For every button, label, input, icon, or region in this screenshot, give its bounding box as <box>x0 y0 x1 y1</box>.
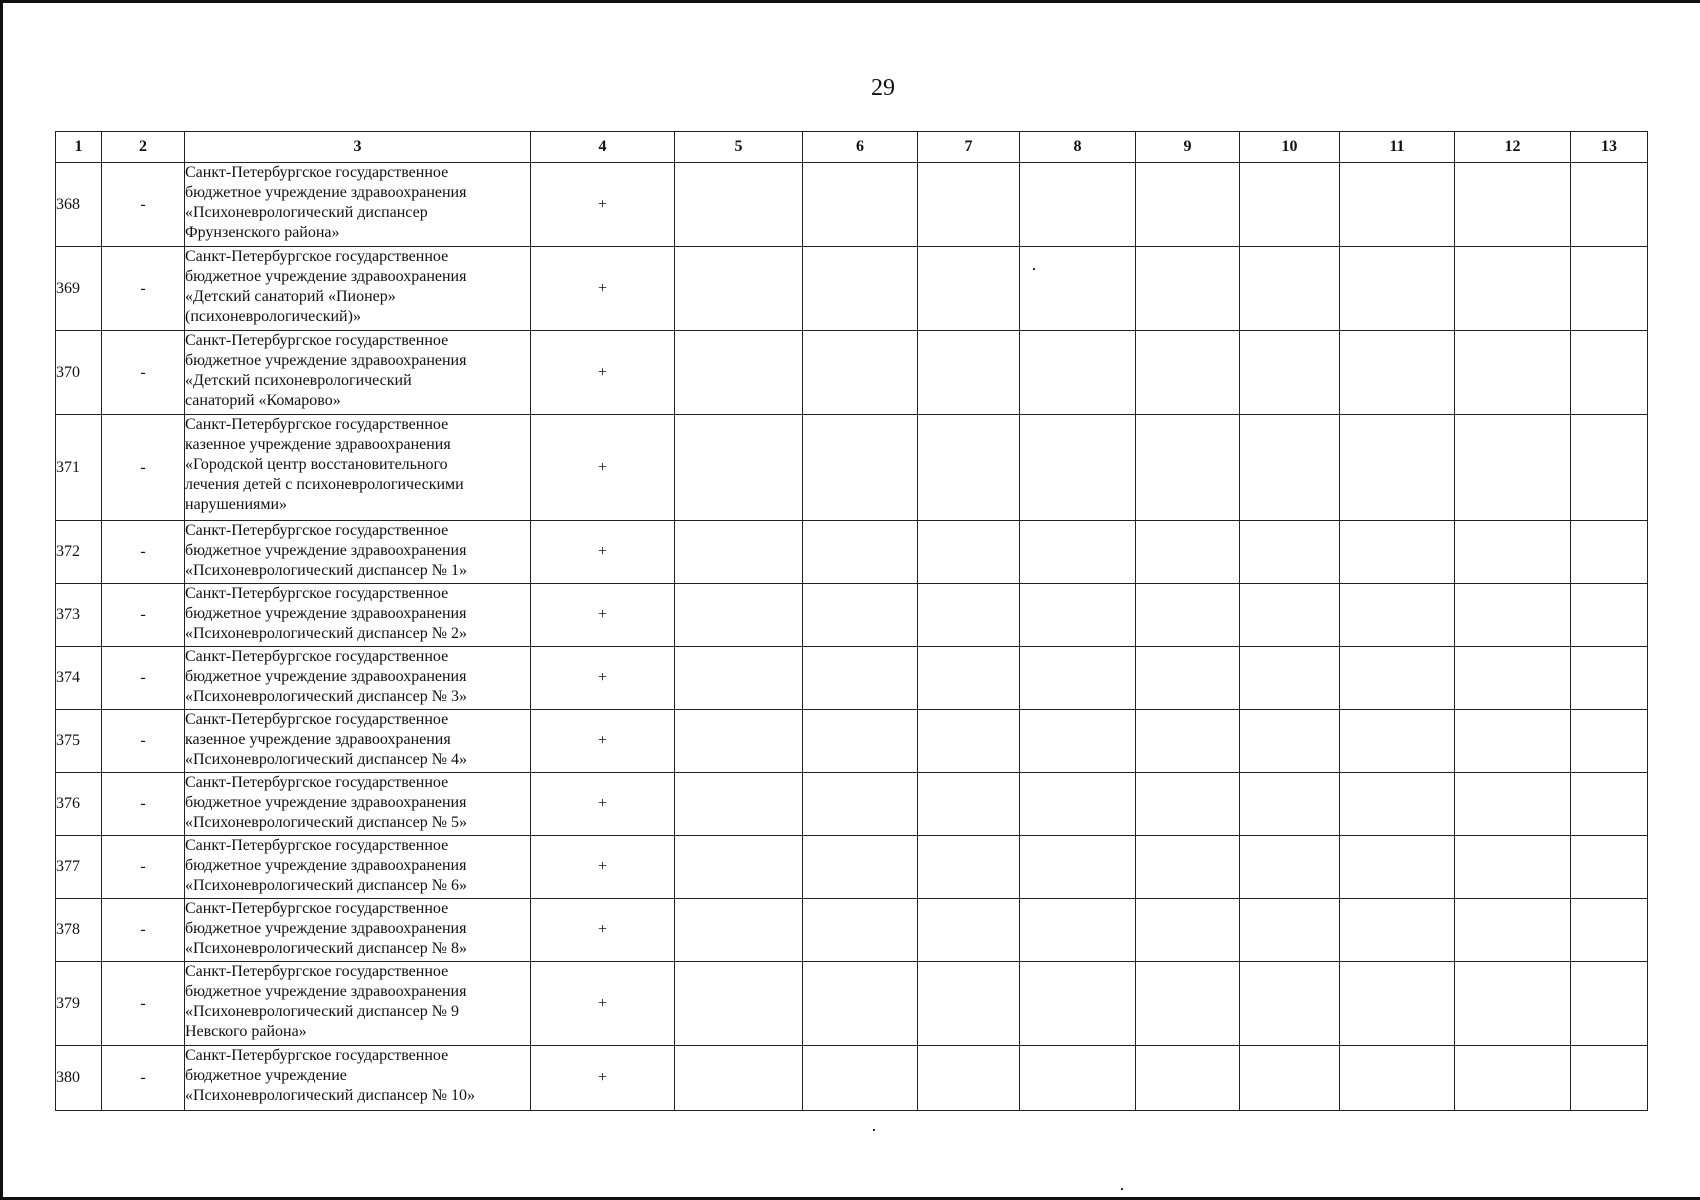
institution-name-line: казенное учреждение здравоохранения <box>185 436 451 453</box>
institution-name <box>185 773 531 836</box>
empty-cell <box>1340 584 1455 647</box>
institution-name-line: «Психоневрологический диспансер № 9 <box>185 1003 459 1020</box>
institution-name-line: бюджетное учреждение <box>185 1067 347 1084</box>
institution-name-line: «Психоневрологический диспансер № 1» <box>185 562 467 579</box>
row-number: 380 <box>56 1046 102 1111</box>
empty-cell <box>803 331 918 415</box>
empty-cell <box>918 710 1020 773</box>
column-header: 7 <box>918 132 1020 163</box>
empty-cell <box>918 331 1020 415</box>
empty-cell <box>1136 647 1240 710</box>
empty-cell <box>675 1046 803 1111</box>
institution-name-line: Санкт-Петербургское государственное <box>185 248 449 265</box>
empty-cell <box>1571 163 1648 247</box>
institution-name-line: Санкт-Петербургское государственное <box>185 900 449 917</box>
empty-cell <box>1240 710 1340 773</box>
institution-name-line: Санкт-Петербургское государственное <box>185 963 449 980</box>
institution-name-line: «Психоневрологический диспансер № 8» <box>185 940 467 957</box>
empty-cell <box>675 163 803 247</box>
header-row <box>56 132 1648 163</box>
institution-name <box>185 584 531 647</box>
institution-name-line: бюджетное учреждение здравоохранения <box>185 605 467 622</box>
table-row <box>56 163 1648 247</box>
table-row <box>56 584 1648 647</box>
empty-cell <box>1020 415 1136 521</box>
institution-name <box>185 899 531 962</box>
institution-name-line: «Городской центр восстановительного <box>185 456 448 473</box>
empty-cell <box>1020 247 1136 331</box>
institution-name-line: Санкт-Петербургское государственное <box>185 416 449 433</box>
empty-cell <box>918 163 1020 247</box>
empty-cell <box>803 521 918 584</box>
institution-name-line: «Психоневрологический диспансер № 5» <box>185 814 467 831</box>
empty-cell <box>1455 1046 1571 1111</box>
empty-cell <box>918 247 1020 331</box>
table-body <box>56 163 1648 1111</box>
column-2-value: - <box>102 899 185 962</box>
institution-name-line: «Психоневрологический диспансер <box>185 204 428 221</box>
table-row <box>56 331 1648 415</box>
empty-cell <box>1136 773 1240 836</box>
institution-name-line: «Детский санаторий «Пионер» <box>185 288 396 305</box>
table-row <box>56 647 1648 710</box>
empty-cell <box>1340 773 1455 836</box>
column-4-mark: + <box>531 962 675 1046</box>
institution-name <box>185 710 531 773</box>
empty-cell <box>675 962 803 1046</box>
empty-cell <box>1020 773 1136 836</box>
empty-cell <box>1240 1046 1340 1111</box>
column-4-mark: + <box>531 584 675 647</box>
page-number: 29 <box>871 75 895 101</box>
institution-name <box>185 1046 531 1111</box>
institution-name-line: санаторий «Комарово» <box>185 392 341 409</box>
institution-name-line: Санкт-Петербургское государственное <box>185 648 449 665</box>
column-4-mark: + <box>531 521 675 584</box>
column-header: 9 <box>1136 132 1240 163</box>
column-2-value: - <box>102 836 185 899</box>
empty-cell <box>1020 899 1136 962</box>
empty-cell <box>1571 836 1648 899</box>
row-number: 370 <box>56 331 102 415</box>
empty-cell <box>1020 962 1136 1046</box>
column-header: 13 <box>1571 132 1648 163</box>
empty-cell <box>1571 899 1648 962</box>
empty-cell <box>803 836 918 899</box>
empty-cell <box>1571 584 1648 647</box>
column-4-mark: + <box>531 163 675 247</box>
column-2-value: - <box>102 773 185 836</box>
empty-cell <box>1020 584 1136 647</box>
column-header: 12 <box>1455 132 1571 163</box>
institution-name-line: «Психоневрологический диспансер № 4» <box>185 751 467 768</box>
empty-cell <box>803 710 918 773</box>
column-2-value: - <box>102 710 185 773</box>
empty-cell <box>1340 647 1455 710</box>
empty-cell <box>803 247 918 331</box>
empty-cell <box>1455 647 1571 710</box>
empty-cell <box>675 415 803 521</box>
column-header: 6 <box>803 132 918 163</box>
institution-name <box>185 647 531 710</box>
table-row <box>56 836 1648 899</box>
register-table <box>55 131 1648 1111</box>
empty-cell <box>675 899 803 962</box>
empty-cell <box>1455 163 1571 247</box>
empty-cell <box>1340 962 1455 1046</box>
empty-cell <box>1020 521 1136 584</box>
institution-name <box>185 962 531 1046</box>
column-2-value: - <box>102 415 185 521</box>
row-number: 374 <box>56 647 102 710</box>
empty-cell <box>675 331 803 415</box>
column-2-value: - <box>102 331 185 415</box>
empty-cell <box>675 773 803 836</box>
institution-name-line: «Детский психоневрологический <box>185 372 412 389</box>
column-2-value: - <box>102 521 185 584</box>
empty-cell <box>1455 962 1571 1046</box>
empty-cell <box>1136 415 1240 521</box>
column-header: 4 <box>531 132 675 163</box>
column-2-value: - <box>102 584 185 647</box>
institution-name-line: «Психоневрологический диспансер № 2» <box>185 625 467 642</box>
institution-name-line: Санкт-Петербургское государственное <box>185 522 449 539</box>
empty-cell <box>1240 584 1340 647</box>
column-4-mark: + <box>531 1046 675 1111</box>
empty-cell <box>1240 521 1340 584</box>
empty-cell <box>1340 247 1455 331</box>
empty-cell <box>1455 584 1571 647</box>
empty-cell <box>1240 247 1340 331</box>
empty-cell <box>1020 331 1136 415</box>
empty-cell <box>918 1046 1020 1111</box>
empty-cell <box>1240 647 1340 710</box>
column-header: 8 <box>1020 132 1136 163</box>
empty-cell <box>803 584 918 647</box>
column-4-mark: + <box>531 836 675 899</box>
empty-cell <box>1020 647 1136 710</box>
institution-name <box>185 521 531 584</box>
empty-cell <box>1571 415 1648 521</box>
column-2-value: - <box>102 247 185 331</box>
institution-name-line: Санкт-Петербургское государственное <box>185 711 449 728</box>
empty-cell <box>1455 773 1571 836</box>
empty-cell <box>1340 415 1455 521</box>
empty-cell <box>918 584 1020 647</box>
empty-cell <box>1240 899 1340 962</box>
column-4-mark: + <box>531 710 675 773</box>
empty-cell <box>1340 163 1455 247</box>
institution-name-line: бюджетное учреждение здравоохранения <box>185 983 467 1000</box>
empty-cell <box>1240 415 1340 521</box>
institution-name-line: Санкт-Петербургское государственное <box>185 164 449 181</box>
empty-cell <box>918 773 1020 836</box>
row-number: 375 <box>56 710 102 773</box>
column-2-value: - <box>102 647 185 710</box>
institution-name-line: «Психоневрологический диспансер № 6» <box>185 877 467 894</box>
empty-cell <box>1571 773 1648 836</box>
empty-cell <box>1455 836 1571 899</box>
empty-cell <box>675 247 803 331</box>
empty-cell <box>675 836 803 899</box>
column-4-mark: + <box>531 247 675 331</box>
empty-cell <box>1571 1046 1648 1111</box>
institution-name-line: бюджетное учреждение здравоохранения <box>185 268 467 285</box>
empty-cell <box>1136 247 1240 331</box>
institution-name-line: бюджетное учреждение здравоохранения <box>185 857 467 874</box>
row-number: 379 <box>56 962 102 1046</box>
institution-name-line: бюджетное учреждение здравоохранения <box>185 920 467 937</box>
column-header: 1 <box>56 132 102 163</box>
empty-cell <box>1136 1046 1240 1111</box>
row-number: 377 <box>56 836 102 899</box>
empty-cell <box>1455 710 1571 773</box>
institution-name <box>185 247 531 331</box>
empty-cell <box>675 584 803 647</box>
empty-cell <box>675 710 803 773</box>
empty-cell <box>1240 331 1340 415</box>
table-row <box>56 415 1648 521</box>
table-row <box>56 773 1648 836</box>
table-row <box>56 1046 1648 1111</box>
institution-name-line: Санкт-Петербургское государственное <box>185 774 449 791</box>
column-header: 2 <box>102 132 185 163</box>
empty-cell <box>1340 836 1455 899</box>
table-row <box>56 962 1648 1046</box>
institution-name <box>185 415 531 521</box>
empty-cell <box>1571 710 1648 773</box>
empty-cell <box>1455 331 1571 415</box>
empty-cell <box>1240 962 1340 1046</box>
empty-cell <box>918 962 1020 1046</box>
institution-name-line: бюджетное учреждение здравоохранения <box>185 668 467 685</box>
empty-cell <box>1571 331 1648 415</box>
empty-cell <box>803 647 918 710</box>
empty-cell <box>1340 710 1455 773</box>
empty-cell <box>803 1046 918 1111</box>
empty-cell <box>918 647 1020 710</box>
empty-cell <box>1340 1046 1455 1111</box>
empty-cell <box>1571 247 1648 331</box>
column-header: 11 <box>1340 132 1455 163</box>
column-header: 3 <box>185 132 531 163</box>
table-row <box>56 247 1648 331</box>
empty-cell <box>1340 899 1455 962</box>
table-row <box>56 710 1648 773</box>
empty-cell <box>1340 331 1455 415</box>
institution-name <box>185 331 531 415</box>
row-number: 369 <box>56 247 102 331</box>
institution-name-line: бюджетное учреждение здравоохранения <box>185 794 467 811</box>
institution-name <box>185 163 531 247</box>
empty-cell <box>1340 521 1455 584</box>
institution-name-line: Санкт-Петербургское государственное <box>185 1047 449 1064</box>
table-row <box>56 899 1648 962</box>
column-4-mark: + <box>531 647 675 710</box>
column-4-mark: + <box>531 899 675 962</box>
empty-cell <box>1136 836 1240 899</box>
column-2-value: - <box>102 163 185 247</box>
institution-name-line: нарушениями» <box>185 496 288 513</box>
empty-cell <box>803 163 918 247</box>
empty-cell <box>1571 521 1648 584</box>
row-number: 373 <box>56 584 102 647</box>
empty-cell <box>1136 521 1240 584</box>
row-number: 376 <box>56 773 102 836</box>
empty-cell <box>918 899 1020 962</box>
table-row <box>56 521 1648 584</box>
empty-cell <box>1240 163 1340 247</box>
empty-cell <box>1455 899 1571 962</box>
empty-cell <box>1455 247 1571 331</box>
empty-cell <box>1136 899 1240 962</box>
empty-cell <box>1020 1046 1136 1111</box>
column-2-value: - <box>102 962 185 1046</box>
institution-name-line: Фрунзенского района» <box>185 224 340 241</box>
institution-name-line: Невского района» <box>185 1023 307 1040</box>
empty-cell <box>1455 415 1571 521</box>
empty-cell <box>1240 836 1340 899</box>
institution-name-line: «Психоневрологический диспансер № 10» <box>185 1087 475 1104</box>
row-number: 368 <box>56 163 102 247</box>
institution-name <box>185 836 531 899</box>
scan-speck <box>1033 268 1035 270</box>
institution-name-line: казенное учреждение здравоохранения <box>185 731 451 748</box>
institution-name-line: лечения детей с психоневрологическими <box>185 476 464 493</box>
empty-cell <box>675 647 803 710</box>
empty-cell <box>1571 647 1648 710</box>
empty-cell <box>1136 710 1240 773</box>
empty-cell <box>1136 584 1240 647</box>
column-4-mark: + <box>531 331 675 415</box>
institution-name-line: бюджетное учреждение здравоохранения <box>185 184 467 201</box>
empty-cell <box>918 836 1020 899</box>
empty-cell <box>803 415 918 521</box>
institution-name-line: Санкт-Петербургское государственное <box>185 585 449 602</box>
institution-name-line: «Психоневрологический диспансер № 3» <box>185 688 467 705</box>
column-2-value: - <box>102 1046 185 1111</box>
empty-cell <box>1136 962 1240 1046</box>
empty-cell <box>803 773 918 836</box>
empty-cell <box>918 521 1020 584</box>
scan-speck <box>873 1129 875 1131</box>
institution-name-line: бюджетное учреждение здравоохранения <box>185 352 467 369</box>
institution-name-line: (психоневрологический)» <box>185 308 361 325</box>
empty-cell <box>1020 836 1136 899</box>
empty-cell <box>803 962 918 1046</box>
row-number: 371 <box>56 415 102 521</box>
empty-cell <box>803 899 918 962</box>
institution-name-line: бюджетное учреждение здравоохранения <box>185 542 467 559</box>
empty-cell <box>1240 773 1340 836</box>
institution-name-line: Санкт-Петербургское государственное <box>185 837 449 854</box>
column-header: 10 <box>1240 132 1340 163</box>
empty-cell <box>1020 710 1136 773</box>
empty-cell <box>1136 331 1240 415</box>
empty-cell <box>675 521 803 584</box>
empty-cell <box>1455 521 1571 584</box>
row-number: 378 <box>56 899 102 962</box>
column-header: 5 <box>675 132 803 163</box>
row-number: 372 <box>56 521 102 584</box>
empty-cell <box>1020 163 1136 247</box>
institution-name-line: Санкт-Петербургское государственное <box>185 332 449 349</box>
column-4-mark: + <box>531 415 675 521</box>
empty-cell <box>1571 962 1648 1046</box>
empty-cell <box>1136 163 1240 247</box>
empty-cell <box>918 415 1020 521</box>
scan-speck <box>1121 1188 1123 1190</box>
column-4-mark: + <box>531 773 675 836</box>
